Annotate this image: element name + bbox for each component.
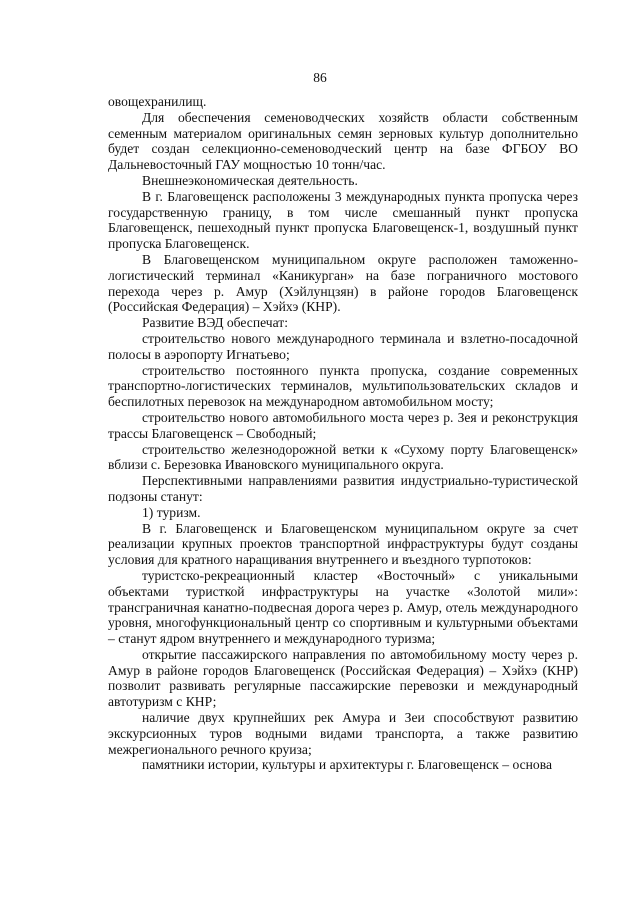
paragraph: В г. Благовещенск расположены 3 международных пункта пропуска через государственную границу, в том числе смешанный пункт пропуска Благовещенск, пешеходный пункт пропуска Благовещенск-1, воздушный пункт пропуска Благовещенск.: [108, 188, 578, 252]
paragraph: строительство железнодорожной ветки к «Сухому порту Благовещенск» вблизи с. Березовка Ивановского муниципального округа.: [108, 441, 578, 473]
paragraph: В г. Благовещенск и Благовещенском муниципальном округе за счет реализации крупных проектов транспортной инфраструктуры будут созданы условия для кратного наращивания внутреннего и въездного турпотоков:: [108, 520, 578, 568]
paragraph: строительство постоянного пункта пропуска, создание современных транспортно-логистических терминалов, мультипользовательских складов и беспилотных перевозок на международном автомобильном мосту;: [108, 362, 578, 410]
paragraph: Внешнеэкономическая деятельность.: [142, 172, 358, 188]
paragraph: Развитие ВЭД обеспечат:: [142, 315, 289, 331]
paragraph: памятники истории, культуры и архитектуры г. Благовещенск – основа: [142, 757, 552, 773]
paragraph: строительство нового автомобильного моста через р. Зея и реконструкция трассы Благовещенск – Свободный;: [108, 409, 578, 441]
paragraph: строительство нового международного терминала и взлетно-посадочной полосы в аэропорту Игнатьево;: [108, 330, 578, 362]
document-body: [108, 94, 578, 773]
paragraph: наличие двух крупнейших рек Амура и Зеи способствуют развитию экскурсионных туров водными видами транспорта, а также развитию межрегионального речного круиза;: [108, 710, 578, 757]
page-number: 86: [313, 70, 327, 85]
paragraph: 1) туризм.: [142, 504, 201, 520]
paragraph: туристско-рекреационный кластер «Восточный» с уникальными объектами туристкой инфраструктуры на участке «Золотой мили»: трансграничная канатно-подвесная дорога через р. Амур, отель международного уровня, многофункциональный центр со спортивным и культурными объектами – станут ядром внутреннего и международного туризма;: [108, 567, 578, 647]
paragraph: Для обеспечения семеноводческих хозяйств области собственным семенным материалом оригинальных семян зерновых культур дополнительно будет создан селекционно-семеноводческий центр на базе ФГБОУ ВО Дальневосточный ГАУ мощностью 10 тонн/час.: [108, 109, 578, 173]
paragraph: открытие пассажирского направления по автомобильному мосту через р. Амур в районе городов Благовещенск (Российская Федерация) – Хэйхэ (КНР) позволит развивать регулярные пассажирские перевозки и международный автотуризм с КНР;: [108, 646, 578, 710]
paragraph: овощехранилищ.: [108, 94, 207, 109]
paragraph: В Благовещенском муниципальном округе расположен таможенно-логистический терминал «Каникурган» на базе пограничного мостового перехода через р. Амур (Хэйлунцзян) в районе городов Благовещенск (Российская Федерация) – Хэйхэ (КНР).: [108, 251, 578, 315]
paragraph: Перспективными направлениями развития индустриально-туристической подзоны станут:: [108, 473, 578, 504]
